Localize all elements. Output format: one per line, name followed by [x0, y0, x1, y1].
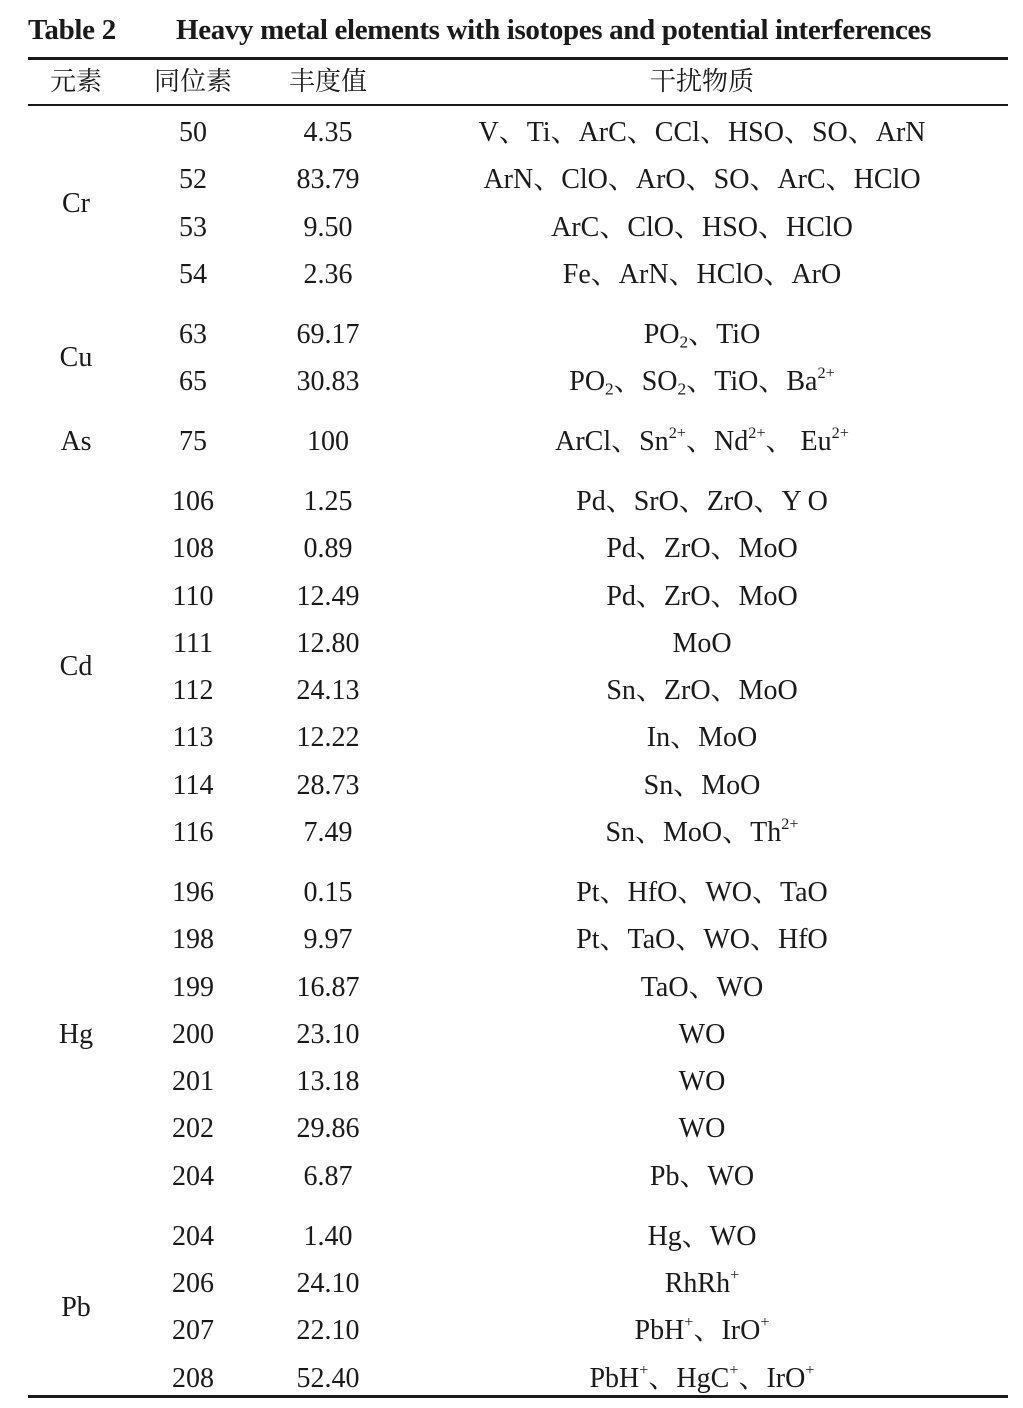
interference-cell: MoO: [672, 627, 732, 659]
isotope-cell: 204: [172, 1220, 214, 1252]
interference-cell: Pd、ZrO、MoO: [606, 580, 798, 612]
abundance-cell: 12.22: [296, 722, 360, 754]
isotope-cell: 110: [172, 580, 214, 612]
header-isotope: 同位素: [153, 67, 232, 97]
isotope-cell: 108: [172, 533, 214, 565]
interference-cell: ArN、ClO、ArO、SO、ArC、HClO: [483, 164, 921, 196]
isotope-cell: 54: [179, 258, 207, 290]
isotope-cell: 63: [179, 318, 207, 350]
isotope-cell: 50: [179, 117, 207, 148]
isotope-cell: 206: [172, 1267, 214, 1299]
abundance-cell: 30.83: [296, 366, 360, 398]
abundance-cell: 1.40: [303, 1220, 353, 1252]
interference-cell: Sn、MoO、$Th^{2+}$: [605, 814, 799, 848]
isotope-cell: 106: [172, 485, 214, 517]
isotope-cell: 196: [172, 876, 214, 908]
bottom-rule: [28, 1395, 1008, 1398]
abundance-cell: 9.97: [303, 924, 353, 956]
interference-cell: PbH+、HgC+、IrO+: [589, 1360, 815, 1394]
element-cell: Hg: [58, 1018, 94, 1050]
isotope-cell: 111: [173, 627, 213, 659]
interference-cell: Fe、ArN、HClO、ArO: [562, 258, 842, 290]
isotope-cell: 204: [172, 1160, 214, 1192]
abundance-cell: 24.10: [296, 1267, 360, 1299]
interference-cell: Pt、HfO、WO、TaO: [576, 876, 828, 908]
abundance-cell: 1.25: [303, 485, 353, 517]
interference-cell: Hg、WO: [647, 1220, 757, 1252]
interference-cell: WO: [678, 1066, 726, 1098]
interference-cell: WO: [678, 1113, 726, 1145]
table-label: Table 2: [28, 14, 116, 46]
element-cell: Cd: [59, 651, 93, 683]
interference-cell: Sn、ZrO、MoO: [606, 675, 798, 707]
abundance-cell: 100: [307, 426, 349, 457]
element-cell: Cu: [59, 342, 93, 374]
isotope-cell: 112: [172, 675, 214, 707]
interference-cell: ArCl、$Sn^{2+}$、$Nd^{2+}$、 $Eu^{2+}$: [555, 423, 849, 457]
isotope-cell: 202: [172, 1113, 214, 1145]
isotope-cell: 116: [172, 817, 214, 848]
abundance-cell: 4.35: [303, 117, 353, 148]
abundance-cell: 12.49: [296, 580, 360, 612]
element-cell: Cr: [62, 187, 90, 219]
abundance-cell: 22.10: [296, 1315, 360, 1347]
abundance-cell: 0.15: [303, 876, 353, 908]
isotope-cell: 201: [172, 1066, 214, 1098]
abundance-cell: 29.86: [296, 1113, 360, 1145]
interference-cell: V、Ti、ArC、CCl、HSO、SO、ArN: [478, 117, 926, 148]
isotope-cell: 65: [179, 366, 207, 398]
header-abundance: 丰度值: [288, 67, 367, 97]
isotope-cell: 52: [179, 164, 207, 196]
interference-cell: RhRh+: [664, 1265, 740, 1299]
abundance-cell: 0.89: [303, 533, 353, 565]
table-title: Heavy metal elements with isotopes and potential interferences: [176, 14, 931, 46]
abundance-cell: 16.87: [296, 971, 360, 1003]
element-cell: Pb: [61, 1291, 91, 1323]
interference-cell: WO: [678, 1018, 726, 1050]
isotope-cell: 114: [172, 769, 214, 801]
abundance-cell: 9.50: [303, 211, 353, 243]
interference-cell: PbH+、IrO+: [634, 1313, 770, 1347]
abundance-cell: 23.10: [296, 1018, 360, 1050]
isotope-cell: 53: [179, 211, 207, 243]
header-element: 元素: [49, 67, 102, 97]
element-cell: As: [60, 426, 92, 457]
interference-cell: Pd、SrO、ZrO、Y O: [576, 485, 828, 517]
table-body: [28, 106, 1008, 1395]
interference-cell: ArC、ClO、HSO、HClO: [551, 211, 853, 243]
abundance-cell: 24.13: [296, 675, 360, 707]
interference-cell: Pt、TaO、WO、HfO: [576, 924, 828, 956]
abundance-cell: 83.79: [296, 164, 360, 196]
interference-cell: $PO_2$、TiO: [643, 318, 761, 352]
table-caption: [28, 12, 1008, 48]
isotope-cell: 75: [179, 426, 207, 457]
isotope-cell: 199: [172, 971, 214, 1003]
interference-cell: $PO_2$、$SO_2$、TiO、$Ba^{2+}$: [569, 363, 835, 399]
isotope-cell: 207: [172, 1315, 214, 1347]
interference-cell: In、MoO: [646, 722, 758, 754]
abundance-cell: 69.17: [296, 318, 360, 350]
abundance-cell: 6.87: [303, 1160, 353, 1192]
isotope-cell: 198: [172, 924, 214, 956]
header-interference: 干扰物质: [649, 67, 754, 97]
interference-cell: Pd、ZrO、MoO: [606, 533, 798, 565]
abundance-cell: 12.80: [296, 627, 360, 659]
abundance-cell: 13.18: [296, 1066, 360, 1098]
abundance-cell: 2.36: [303, 258, 353, 290]
interference-cell: TaO、WO: [640, 971, 764, 1003]
interference-cell: Pb、WO: [649, 1160, 755, 1192]
isotope-cell: 113: [172, 722, 214, 754]
abundance-cell: 7.49: [303, 817, 353, 848]
abundance-cell: 28.73: [296, 769, 360, 801]
abundance-cell: 52.40: [296, 1362, 360, 1394]
isotope-cell: 208: [172, 1362, 214, 1394]
table-header-row: [28, 60, 1008, 104]
isotope-cell: 200: [172, 1018, 214, 1050]
interference-cell: Sn、MoO: [643, 769, 761, 801]
